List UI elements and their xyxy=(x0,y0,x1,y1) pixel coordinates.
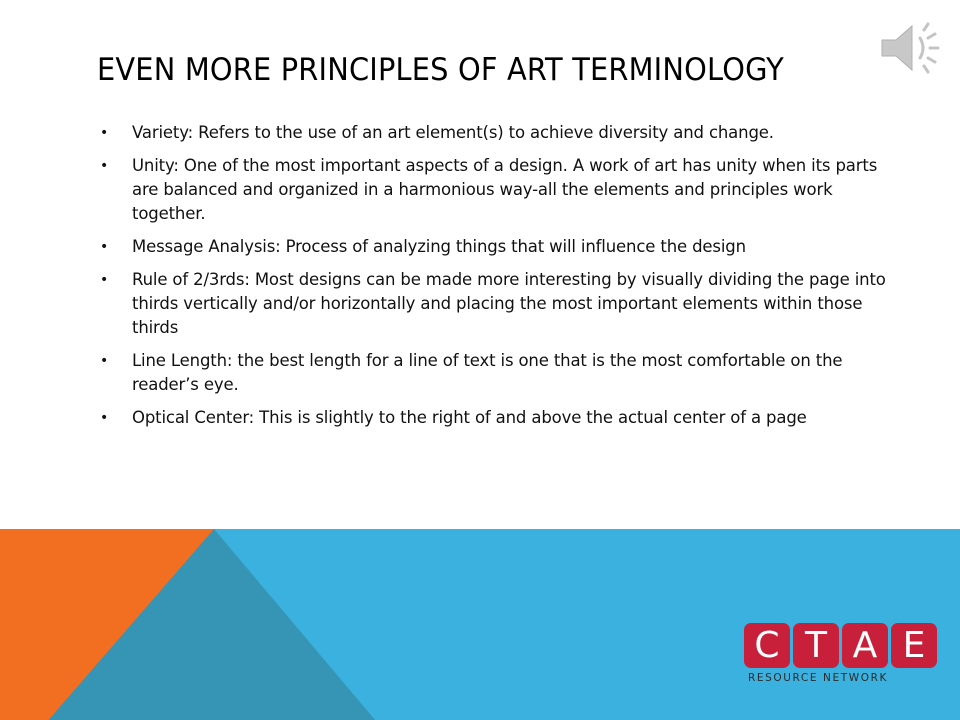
bullet-item-optical-center xyxy=(100,406,890,430)
bullet-text: Message Analysis: Process of analyzing things that will influence the design xyxy=(132,237,746,256)
bullet-item-message-analysis xyxy=(100,235,890,259)
bullet-text: Optical Center: This is slightly to the right of and above the actual center of a page xyxy=(132,408,807,427)
bullet-list xyxy=(100,121,890,439)
bullet-dot: • xyxy=(100,410,109,426)
logo-letter-c: C xyxy=(744,623,790,668)
logo-letter-row xyxy=(744,623,937,668)
logo-letter-a: A xyxy=(842,623,888,668)
bullet-item-unity xyxy=(100,154,890,226)
bullet-dot: • xyxy=(100,239,109,255)
logo-letter-t: T xyxy=(793,623,839,668)
logo-letter-e: E xyxy=(891,623,937,668)
logo-subtitle: RESOURCE NETWORK xyxy=(748,672,888,684)
speaker-icon[interactable] xyxy=(876,18,942,78)
bullet-dot: • xyxy=(100,125,109,141)
bullet-text: Line Length: the best length for a line of text is one that is the most comfortable on the reader’s eye. xyxy=(132,351,843,394)
bullet-text: Unity: One of the most important aspects of a design. A work of art has unity when its parts are balanced and organized in a harmonious way-all the elements and principles work together. xyxy=(132,156,878,223)
bullet-dot: • xyxy=(100,353,109,369)
bullet-item-variety xyxy=(100,121,890,145)
bullet-text: Rule of 2/3rds: Most designs can be made more interesting by visually dividing the page into thirds vertically and/or horizontally and placing the most important elements within those thirds xyxy=(132,270,886,337)
bullet-text: Variety: Refers to the use of an art element(s) to achieve diversity and change. xyxy=(132,123,774,142)
bullet-dot: • xyxy=(100,158,109,174)
bullet-item-line-length xyxy=(100,349,890,397)
slide-title: EVEN MORE PRINCIPLES OF ART TERMINOLOGY xyxy=(97,52,784,88)
bullet-item-rule-of-thirds xyxy=(100,268,890,340)
ctae-logo xyxy=(744,623,938,687)
bullet-dot: • xyxy=(100,272,109,288)
